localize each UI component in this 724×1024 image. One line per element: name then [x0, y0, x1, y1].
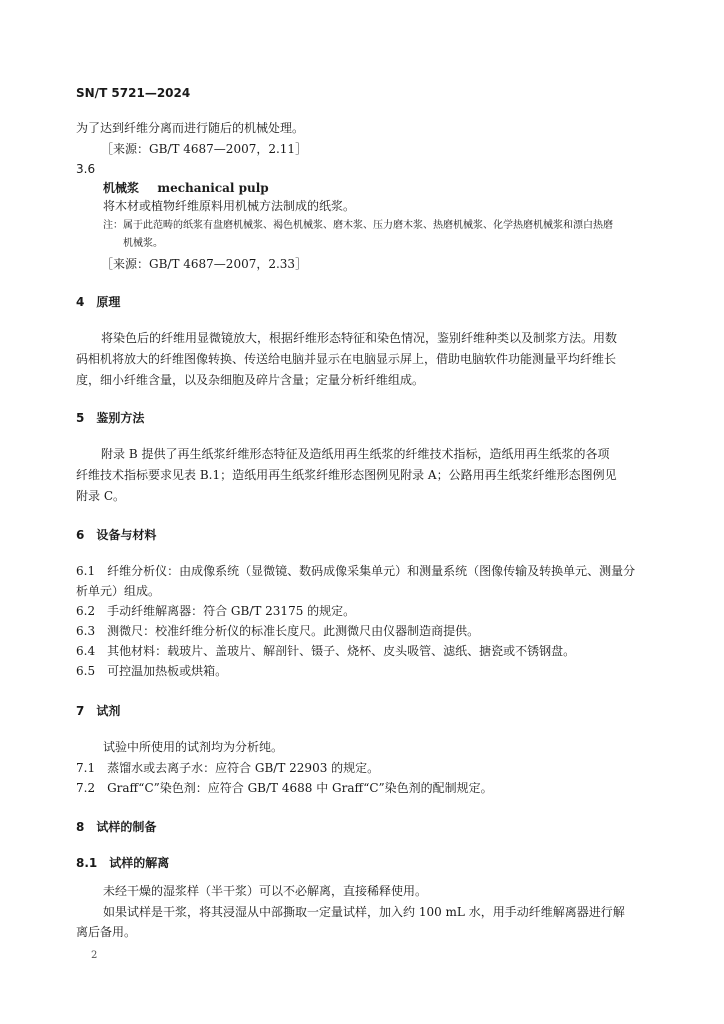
paragraph-line: 纤维技术指标要求见表 B.1；造纸用再生纸浆纤维形态图例见附录 A；公路用再生纸浆纤维形态图例见: [76, 468, 617, 482]
list-item: 7.1 蒸馏水或去离子水：应符合 GB/T 22903 的规定。: [76, 761, 380, 775]
section-title-6: 6 设备与材料: [76, 528, 157, 542]
term-en: mechanical pulp: [157, 181, 269, 195]
section-title-4: 4 原理: [76, 295, 121, 309]
text-line: 为了达到纤维分离而进行随后的机械处理。: [76, 121, 305, 135]
paragraph-line: 码相机将放大的纤维图像转换、传送给电脑并显示在电脑显示屏上，借助电脑软件功能测量平均纤维长: [76, 352, 617, 366]
list-item-continued: 析单元）组成。: [76, 584, 161, 598]
section-title-8: 8 试样的制备: [76, 820, 157, 834]
term-zh: 机械浆: [103, 181, 140, 195]
list-item: 6.3 测微尺：校准纤维分析仪的标准长度尺。此测微尺由仪器制造商提供。: [76, 624, 480, 638]
list-item: 6.1 纤维分析仪：由成像系统（显微镜、数码成像采集单元）和测量系统（图像传输及转换单元、测量分: [76, 564, 636, 578]
section-title-5: 5 鉴别方法: [76, 411, 145, 425]
page-number: 2: [91, 950, 98, 961]
list-item: 6.4 其他材料：载玻片、盖玻片、解剖针、镊子、烧杯、皮头吸管、滤纸、搪瓷或不锈钢盘。: [76, 644, 576, 658]
paragraph-line: 附录 C。: [76, 489, 125, 503]
term-title: [103, 180, 269, 197]
source-reference: ［来源：GB/T 4687—2007，2.11］: [101, 142, 308, 156]
paragraph-line: 离后备用。: [76, 925, 137, 939]
paragraph-line: 如果试样是干浆，将其浸湿从中部撕取一定量试样，加入约 100 mL 水，用手动纤维解离器进行解: [103, 905, 625, 919]
term-definition: 将木材或植物纤维原料用机械方法制成的纸浆。: [103, 199, 356, 213]
list-item: 6.2 手动纤维解离器：符合 GB/T 23175 的规定。: [76, 604, 356, 618]
list-item: 6.5 可控温加热板或烘箱。: [76, 664, 228, 678]
section-title-7: 7 试剂: [76, 704, 121, 718]
paragraph-line: 将染色后的纤维用显微镜放大，根据纤维形态特征和染色情况，鉴别纤维种类以及制浆方法。用数: [101, 331, 618, 345]
subsection-title-8-1: 8.1 试样的解离: [76, 856, 170, 870]
term-note-continued: 机械浆。: [123, 238, 163, 249]
source-reference: ［来源：GB/T 4687—2007，2.33］: [101, 257, 308, 271]
paragraph-line: 度，细小纤维含量，以及杂细胞及碎片含量；定量分析纤维组成。: [76, 373, 425, 387]
document-header: SN/T 5721—2024: [76, 86, 191, 100]
term-number: 3.6: [76, 162, 96, 176]
paragraph-line: 试验中所使用的试剂均为分析纯。: [103, 740, 284, 754]
term-note: 注：属于此范畴的纸浆有盘磨机械浆、褐色机械浆、磨木浆、压力磨木浆、热磨机械浆、化学热磨机械浆和漂白热磨: [103, 220, 613, 231]
list-item: 7.2 Graff“C”染色剂：应符合 GB/T 4688 中 Graff“C”染色剂的配制规定。: [76, 781, 493, 795]
paragraph-line: 附录 B 提供了再生纸浆纤维形态特征及造纸用再生纸浆的纤维技术指标，造纸用再生纸浆的各项: [101, 447, 610, 461]
paragraph-line: 未经干燥的湿浆样（半干浆）可以不必解离，直接稀释使用。: [103, 884, 428, 898]
